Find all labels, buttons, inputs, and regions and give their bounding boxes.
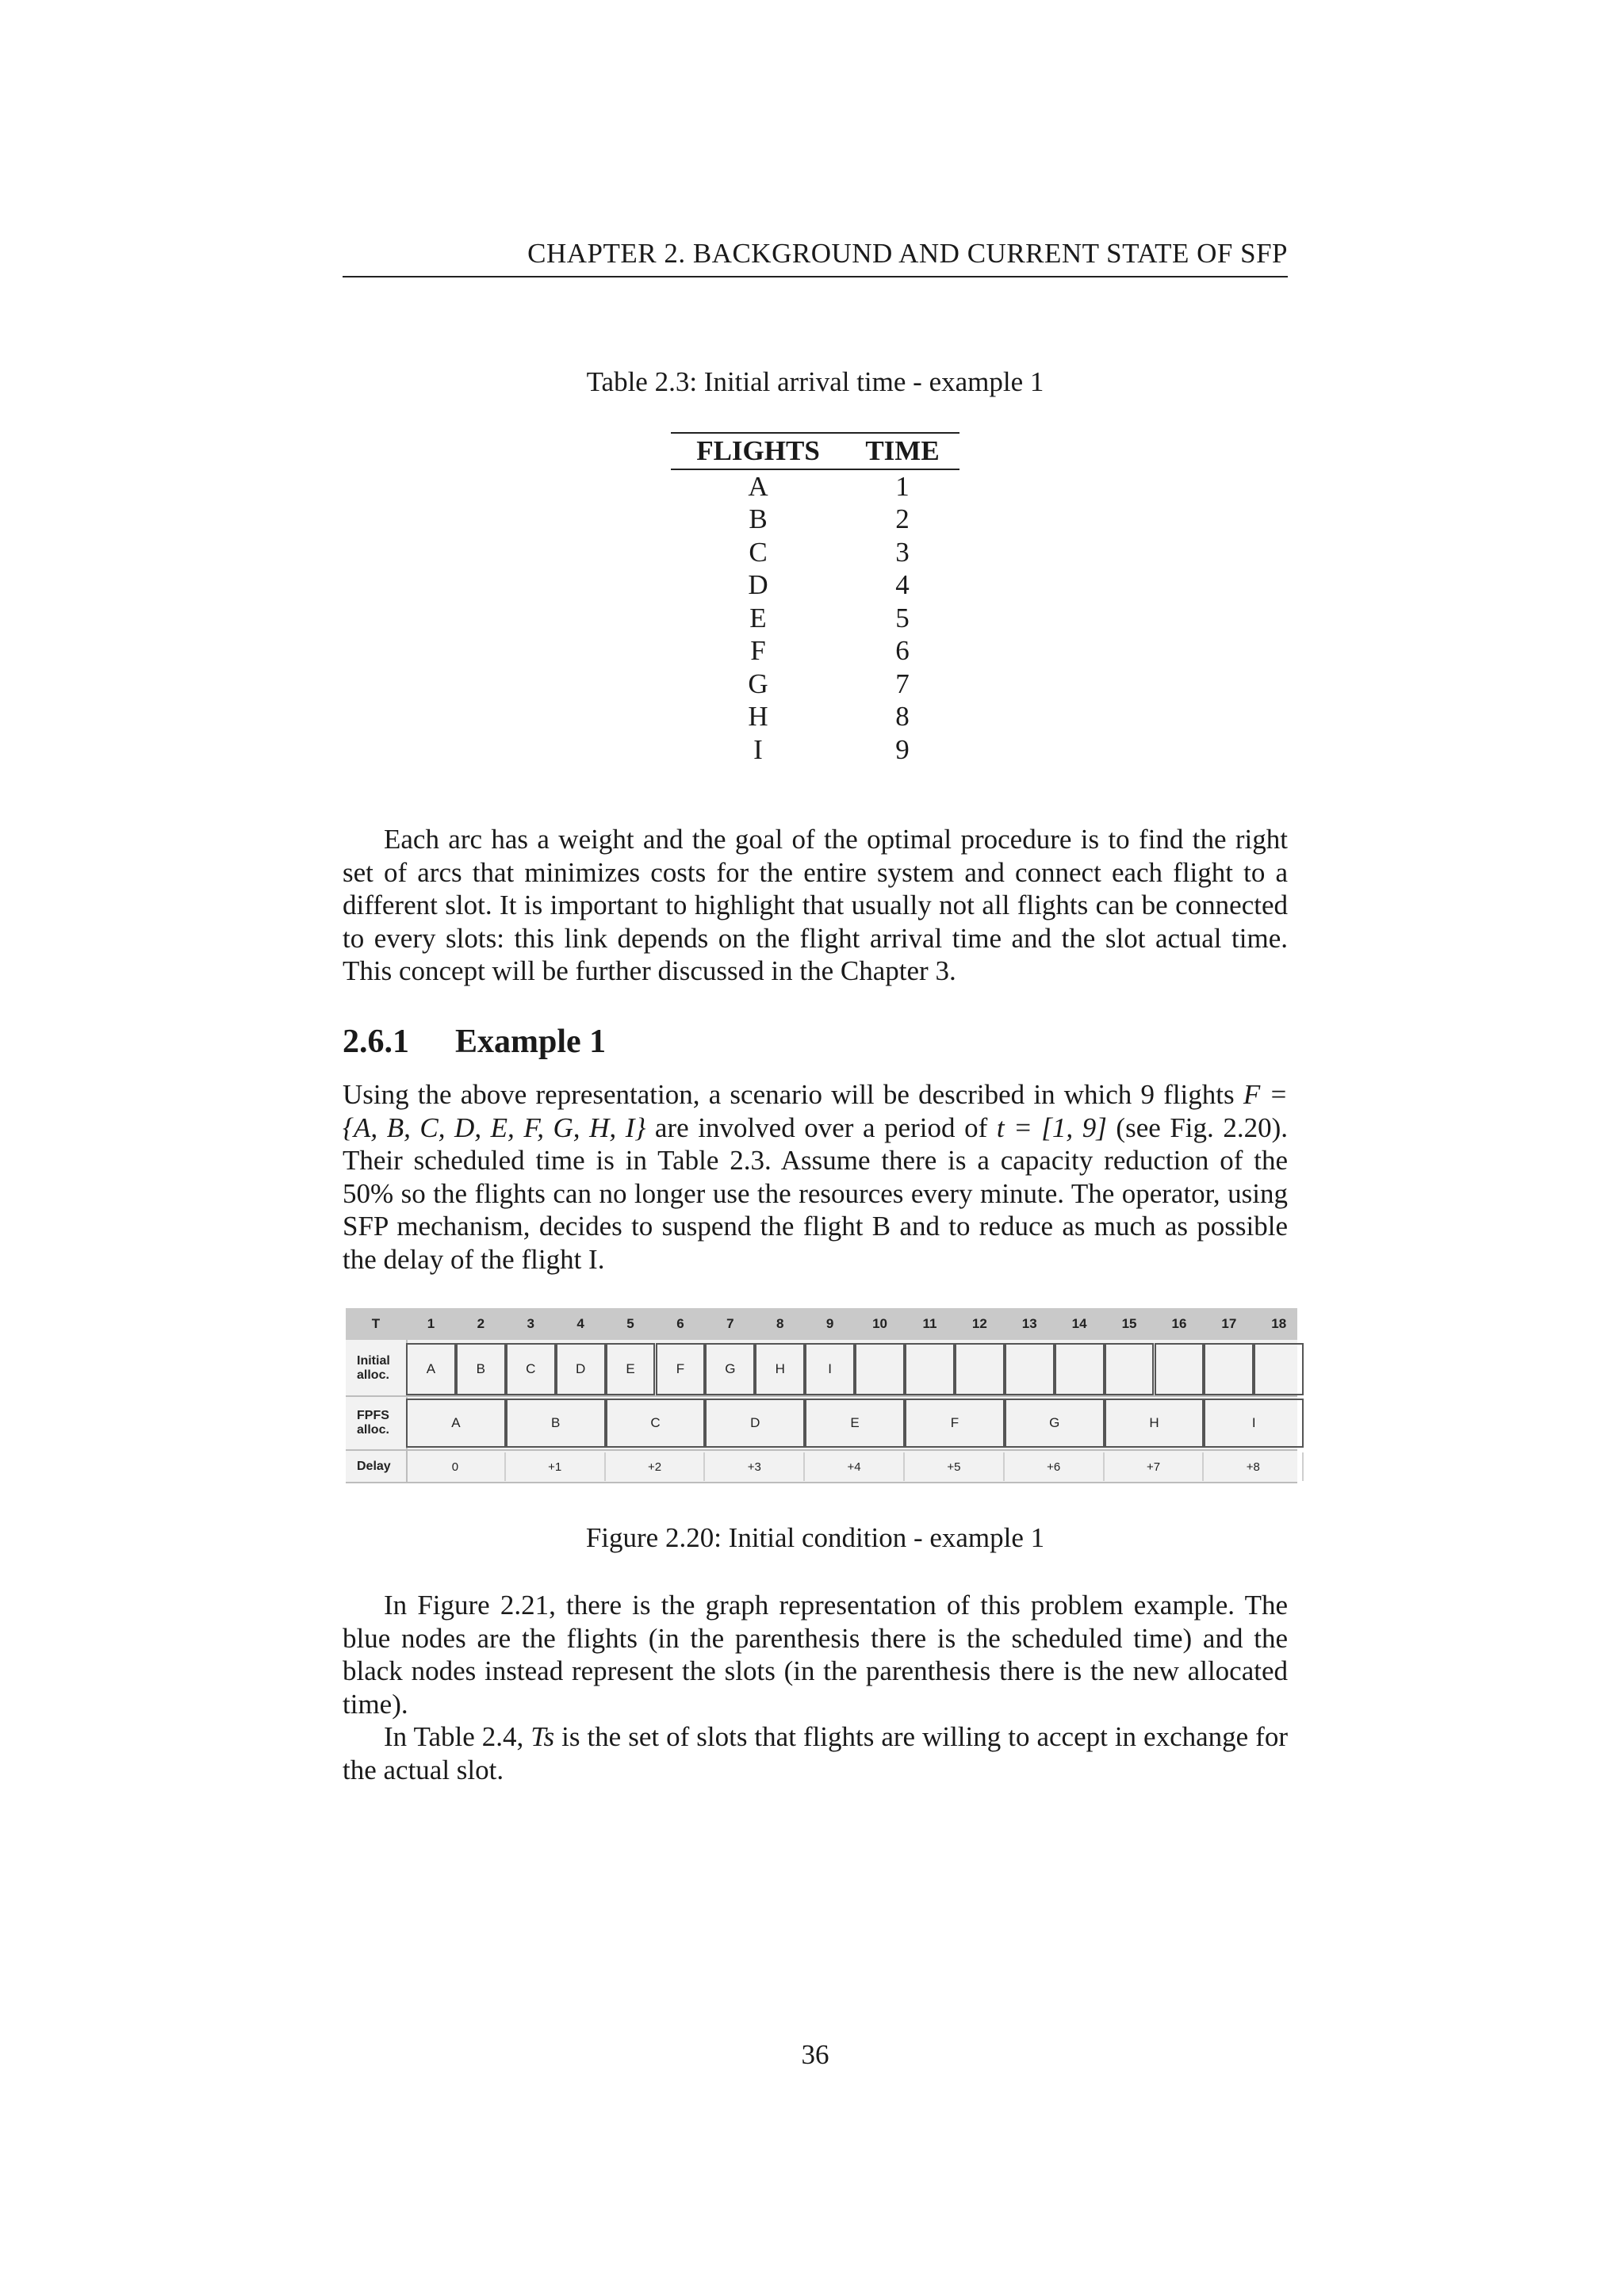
time-tick-label: 15 — [1121, 1316, 1137, 1331]
paragraph-example-text — [343, 1078, 1288, 1276]
table-row — [671, 668, 959, 701]
time-cell: 8 — [895, 701, 910, 733]
flight-cell: F — [750, 635, 766, 667]
fpfs-slot-box: B — [506, 1399, 606, 1448]
period-math: t = [1, 9] — [996, 1112, 1107, 1143]
time-tick-label: 17 — [1221, 1316, 1237, 1331]
paragraph-ts-text — [343, 1720, 1288, 1786]
running-header: CHAPTER 2. BACKGROUND AND CURRENT STATE OF SFP — [527, 238, 1288, 269]
delay-cell: +6 — [1005, 1452, 1105, 1481]
para2-part-c: (see Fig. 2.20). Their scheduled time is in Table 2.3. Assume there is a capacity reduction of the 50% so the flights can no longer use the resources every minute. The operator, using SFP mechanism, decides to suspend the flight B and to reduce as much as possible the delay of the flight I. — [343, 1112, 1288, 1275]
paragraph-example — [343, 1078, 1288, 1276]
initial-slot-box: C — [506, 1343, 556, 1395]
time-cell: 2 — [895, 503, 910, 535]
row-divider — [346, 1395, 1297, 1397]
flight-cell: B — [749, 503, 768, 535]
flight-cell: D — [748, 569, 768, 601]
fpfs-slot-box: C — [606, 1399, 706, 1448]
time-tick-label: 3 — [527, 1316, 534, 1331]
time-tick-label: 2 — [477, 1316, 485, 1331]
initial-slot-box — [1055, 1343, 1105, 1395]
time-tick-label: 6 — [676, 1316, 684, 1331]
table-row — [671, 469, 959, 503]
time-cell: 9 — [895, 733, 910, 765]
initial-slot-box — [1155, 1343, 1205, 1395]
paragraph-graph — [343, 1589, 1288, 1786]
arrival-time-table — [671, 432, 959, 767]
table-body — [671, 469, 959, 767]
initial-slot-box: A — [406, 1343, 456, 1395]
initial-slot-box: F — [656, 1343, 706, 1395]
time-tick-label: 12 — [971, 1316, 987, 1331]
time-cell: 6 — [895, 635, 910, 667]
time-tick-label: 10 — [872, 1316, 887, 1331]
initial-slot-box: H — [755, 1343, 805, 1395]
initial-slot-box: G — [705, 1343, 755, 1395]
initial-slot-box: B — [456, 1343, 506, 1395]
para2-part-b: are involved over a period of — [645, 1112, 997, 1143]
time-tick-label: 18 — [1271, 1316, 1287, 1331]
ts-math: Ts — [530, 1721, 555, 1752]
delay-cell: 0 — [406, 1452, 506, 1481]
time-tick-label: 7 — [726, 1316, 734, 1331]
initial-slot-box — [1005, 1343, 1055, 1395]
flight-set-math: F = {A, B, C, D, E, F, G, H, I} — [343, 1079, 1288, 1143]
table-row — [671, 701, 959, 734]
delay-cell: +3 — [705, 1452, 805, 1481]
section-number: 2.6.1 — [343, 1024, 409, 1060]
table-row — [671, 733, 959, 767]
table-header-time: TIME — [845, 433, 959, 469]
delay-label: Delay — [357, 1460, 391, 1473]
time-cell: 4 — [895, 569, 910, 601]
delay-cell: +8 — [1204, 1452, 1304, 1481]
fpfs-slot-box: A — [406, 1399, 506, 1448]
fpfs-slot-box: E — [805, 1399, 905, 1448]
paragraph-graph-text: In Figure 2.21, there is the graph representation of this problem example. The blue nodes are the flights (in the parenthesis there is the scheduled time) and the black nodes instead represent the slots (in the parenthesis there is the new allocated time). — [343, 1590, 1288, 1720]
time-tick-label: 4 — [576, 1316, 584, 1331]
time-tick-label: 14 — [1071, 1316, 1087, 1331]
flight-cell: H — [748, 701, 768, 733]
para2-part-a: Using the above representation, a scenario will be described in which 9 flights — [343, 1079, 1243, 1110]
flight-cell: C — [749, 536, 768, 568]
time-tick-label: 8 — [776, 1316, 784, 1331]
initial-slot-box: I — [805, 1343, 855, 1395]
table-row — [671, 602, 959, 635]
para4-part-b: is the set of slots that flights are willing to accept in exchange for the actual slot. — [343, 1721, 1288, 1785]
fpfs-slot-box: D — [705, 1399, 805, 1448]
initial-alloc-label-line1: Initial — [357, 1354, 390, 1368]
table-header-flights: FLIGHTS — [671, 433, 845, 469]
row-divider — [346, 1449, 1297, 1451]
fpfs-alloc-label-line1: FPFS — [357, 1409, 389, 1422]
time-tick-label: 16 — [1171, 1316, 1187, 1331]
paragraph-arcs — [343, 823, 1288, 988]
initial-slot-box — [1254, 1343, 1304, 1395]
time-tick-label: 11 — [922, 1316, 937, 1331]
flight-cell: G — [748, 668, 768, 699]
delay-cell: +4 — [805, 1452, 905, 1481]
delay-cell: +7 — [1105, 1452, 1205, 1481]
initial-slot-box — [855, 1343, 905, 1395]
fpfs-slot-box: I — [1204, 1399, 1304, 1448]
header-rule — [343, 276, 1288, 277]
fpfs-slot-box: G — [1005, 1399, 1105, 1448]
para4-part-a: In Table 2.4, — [384, 1721, 531, 1752]
time-tick-label: 13 — [1021, 1316, 1037, 1331]
paragraph-arcs-text: Each arc has a weight and the goal of the optimal procedure is to find the right set of arcs that minimizes costs for the entire system and connect each flight to a different slot. It is important to highlight that usually not all flights can be connected to every slots: this link depends on the flight arrival time and the slot actual time. This concept will be further discussed in the Chapter 3. — [343, 824, 1288, 986]
table-row — [671, 503, 959, 537]
time-axis-label: T — [371, 1316, 381, 1331]
initial-alloc-label — [346, 1341, 406, 1395]
row-divider — [346, 1482, 1297, 1483]
time-cell: 1 — [895, 470, 910, 502]
fpfs-slot-box: F — [905, 1399, 1005, 1448]
table-row — [671, 635, 959, 668]
initial-slot-box: D — [556, 1343, 606, 1395]
time-tick-label: 9 — [825, 1316, 834, 1331]
fpfs-alloc-label — [346, 1397, 406, 1449]
fpfs-alloc-label-line2: alloc. — [357, 1423, 389, 1437]
time-cell: 5 — [895, 602, 910, 633]
initial-slot-box: E — [606, 1343, 656, 1395]
time-cell: 3 — [895, 536, 910, 568]
figure-caption: Figure 2.20: Initial condition - example 1 — [585, 1522, 1045, 1553]
delay-cell: +1 — [506, 1452, 606, 1481]
table-row — [671, 569, 959, 603]
time-tick-label: 1 — [427, 1316, 435, 1331]
time-tick-label: 5 — [626, 1316, 634, 1331]
section-title: Example 1 — [455, 1024, 607, 1060]
initial-slot-box — [905, 1343, 955, 1395]
table-row — [671, 536, 959, 569]
page-number: 36 — [801, 2039, 829, 2070]
initial-slot-box — [1105, 1343, 1155, 1395]
flight-cell: E — [749, 602, 767, 633]
fpfs-slot-box: H — [1105, 1399, 1205, 1448]
initial-slot-box — [955, 1343, 1005, 1395]
delay-cell: +5 — [905, 1452, 1005, 1481]
time-cell: 7 — [895, 668, 910, 699]
table-caption: Table 2.3: Initial arrival time - example 1 — [586, 366, 1044, 397]
flight-cell: I — [753, 733, 763, 765]
initial-alloc-label-line2: alloc. — [357, 1368, 389, 1382]
section-heading — [343, 1023, 606, 1061]
initial-slot-box — [1204, 1343, 1254, 1395]
delay-cell: +2 — [606, 1452, 706, 1481]
flight-cell: A — [748, 470, 768, 502]
initial-condition-figure — [346, 1308, 1297, 1483]
